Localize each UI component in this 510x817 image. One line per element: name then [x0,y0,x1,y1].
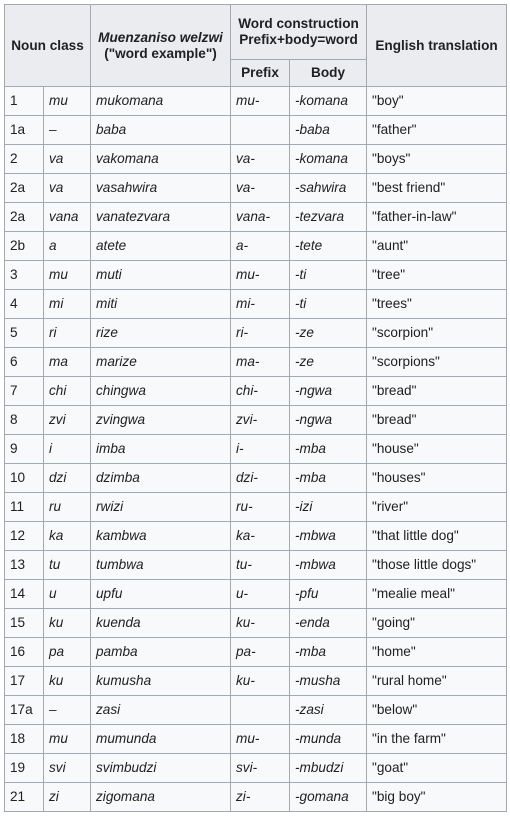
cell-english-translation: "best friend" [367,174,507,203]
cell-noun-class-number: 18 [5,725,44,754]
cell-prefix: i- [231,435,290,464]
cell-prefix: vana- [231,203,290,232]
table-row [5,174,507,203]
header-word-example [91,5,231,87]
table-row [5,783,507,812]
cell-prefix: chi- [231,377,290,406]
cell-word-example: imba [91,435,231,464]
cell-english-translation: "mealie meal" [367,580,507,609]
cell-body: -tezvara [290,203,367,232]
table-row [5,580,507,609]
cell-english-translation: "goat" [367,754,507,783]
cell-word-example: muti [91,261,231,290]
cell-noun-class-number: 5 [5,319,44,348]
cell-noun-class-number: 16 [5,638,44,667]
cell-body: -ti [290,290,367,319]
table-row [5,667,507,696]
cell-english-translation: "boy" [367,87,507,116]
cell-body: -zasi [290,696,367,725]
header-english-translation: English translation [367,5,507,87]
cell-english-translation: "going" [367,609,507,638]
cell-body: -mbwa [290,551,367,580]
cell-prefix: va- [231,145,290,174]
noun-class-table [4,4,507,812]
cell-body: -komana [290,145,367,174]
cell-noun-class-number: 7 [5,377,44,406]
cell-english-translation: "river" [367,493,507,522]
cell-word-example: pamba [91,638,231,667]
table-row [5,435,507,464]
cell-prefix: mi- [231,290,290,319]
cell-noun-class-marker: ku [44,609,91,638]
cell-prefix: zvi- [231,406,290,435]
cell-noun-class-number: 17a [5,696,44,725]
cell-prefix: pa- [231,638,290,667]
cell-word-example: dzimba [91,464,231,493]
cell-english-translation: "tree" [367,261,507,290]
cell-body: -baba [290,116,367,145]
table-row [5,406,507,435]
cell-word-example: zasi [91,696,231,725]
cell-english-translation: "bread" [367,406,507,435]
cell-body: -ze [290,348,367,377]
cell-noun-class-number: 1a [5,116,44,145]
cell-prefix: zi- [231,783,290,812]
table-row [5,145,507,174]
cell-english-translation: "houses" [367,464,507,493]
cell-noun-class-number: 11 [5,493,44,522]
table-row [5,464,507,493]
cell-word-example: miti [91,290,231,319]
cell-noun-class-marker: u [44,580,91,609]
cell-noun-class-number: 8 [5,406,44,435]
cell-body: -pfu [290,580,367,609]
cell-word-example: atete [91,232,231,261]
cell-noun-class-marker: mu [44,261,91,290]
cell-english-translation: "aunt" [367,232,507,261]
cell-body: -izi [290,493,367,522]
cell-noun-class-marker: vana [44,203,91,232]
cell-body: -ti [290,261,367,290]
header-word-construction-formula: Prefix+body=word [239,32,358,47]
table-row [5,87,507,116]
cell-word-example: rize [91,319,231,348]
cell-noun-class-marker: chi [44,377,91,406]
cell-english-translation: "scorpions" [367,348,507,377]
cell-body: -munda [290,725,367,754]
cell-body: -sahwira [290,174,367,203]
cell-body: -mba [290,435,367,464]
cell-word-example: mukomana [91,87,231,116]
cell-noun-class-number: 9 [5,435,44,464]
cell-word-example: vanatezvara [91,203,231,232]
cell-noun-class-number: 2a [5,203,44,232]
table-row [5,116,507,145]
cell-english-translation: "boys" [367,145,507,174]
table-row [5,609,507,638]
cell-noun-class-marker: dzi [44,464,91,493]
cell-noun-class-number: 4 [5,290,44,319]
table-row [5,638,507,667]
cell-noun-class-marker: svi [44,754,91,783]
cell-noun-class-number: 21 [5,783,44,812]
cell-prefix: mu- [231,261,290,290]
table-row [5,551,507,580]
header-noun-class: Noun class [5,5,91,87]
cell-prefix: ma- [231,348,290,377]
table-row [5,725,507,754]
header-body: Body [290,60,367,87]
cell-noun-class-marker: ku [44,667,91,696]
table-row [5,522,507,551]
cell-noun-class-number: 6 [5,348,44,377]
cell-prefix: dzi- [231,464,290,493]
table-row [5,493,507,522]
cell-noun-class-number: 12 [5,522,44,551]
cell-english-translation: "trees" [367,290,507,319]
cell-noun-class-marker: ru [44,493,91,522]
cell-noun-class-marker: a [44,232,91,261]
cell-prefix: ka- [231,522,290,551]
cell-prefix: ku- [231,609,290,638]
cell-noun-class-marker: mi [44,290,91,319]
cell-body: -mba [290,464,367,493]
cell-noun-class-marker: va [44,174,91,203]
cell-noun-class-number: 19 [5,754,44,783]
cell-english-translation: "in the farm" [367,725,507,754]
cell-body: -gomana [290,783,367,812]
cell-word-example: kambwa [91,522,231,551]
cell-english-translation: "scorpion" [367,319,507,348]
cell-noun-class-marker: ri [44,319,91,348]
cell-noun-class-marker: ma [44,348,91,377]
header-word-example-english: ("word example") [104,45,217,61]
table-body [5,87,507,812]
cell-word-example: zvingwa [91,406,231,435]
cell-prefix: svi- [231,754,290,783]
cell-prefix: ku- [231,667,290,696]
cell-noun-class-marker: – [44,696,91,725]
cell-noun-class-number: 2a [5,174,44,203]
cell-word-example: kuenda [91,609,231,638]
table-row [5,348,507,377]
cell-word-example: mumunda [91,725,231,754]
cell-noun-class-marker: pa [44,638,91,667]
table-row [5,319,507,348]
cell-word-example: marize [91,348,231,377]
cell-body: -tete [290,232,367,261]
cell-english-translation: "rural home" [367,667,507,696]
cell-english-translation: "house" [367,435,507,464]
cell-noun-class-number: 14 [5,580,44,609]
cell-body: -mbwa [290,522,367,551]
cell-prefix: va- [231,174,290,203]
cell-noun-class-marker: tu [44,551,91,580]
header-row [5,5,507,60]
table-row [5,754,507,783]
cell-body: -ngwa [290,377,367,406]
cell-noun-class-number: 1 [5,87,44,116]
cell-word-example: baba [91,116,231,145]
header-word-construction-title: Word construction [238,16,359,31]
cell-prefix [231,116,290,145]
table-row [5,203,507,232]
cell-noun-class-marker: i [44,435,91,464]
cell-noun-class-number: 2b [5,232,44,261]
cell-english-translation: "big boy" [367,783,507,812]
cell-body: -ze [290,319,367,348]
cell-word-example: chingwa [91,377,231,406]
cell-word-example: svimbudzi [91,754,231,783]
cell-noun-class-marker: zi [44,783,91,812]
cell-body: -mba [290,638,367,667]
cell-prefix: tu- [231,551,290,580]
cell-prefix: a- [231,232,290,261]
cell-english-translation: "those little dogs" [367,551,507,580]
cell-noun-class-number: 3 [5,261,44,290]
cell-body: -komana [290,87,367,116]
cell-word-example: vasahwira [91,174,231,203]
cell-english-translation: "father" [367,116,507,145]
cell-english-translation: "bread" [367,377,507,406]
table-row [5,290,507,319]
cell-prefix: ri- [231,319,290,348]
cell-word-example: upfu [91,580,231,609]
cell-noun-class-number: 13 [5,551,44,580]
cell-prefix: mu- [231,725,290,754]
cell-noun-class-marker: mu [44,87,91,116]
cell-english-translation: "that little dog" [367,522,507,551]
cell-noun-class-marker: va [44,145,91,174]
cell-word-example: zigomana [91,783,231,812]
cell-body: -ngwa [290,406,367,435]
header-prefix: Prefix [231,60,290,87]
cell-noun-class-marker: – [44,116,91,145]
header-word-example-native: Muenzaniso welzwi [98,29,223,45]
cell-english-translation: "below" [367,696,507,725]
cell-word-example: vakomana [91,145,231,174]
cell-word-example: tumbwa [91,551,231,580]
cell-noun-class-marker: ka [44,522,91,551]
table-row [5,232,507,261]
cell-prefix: mu- [231,87,290,116]
cell-body: -enda [290,609,367,638]
table-row [5,377,507,406]
cell-prefix: u- [231,580,290,609]
table-row [5,696,507,725]
cell-body: -musha [290,667,367,696]
cell-noun-class-marker: zvi [44,406,91,435]
cell-english-translation: "father-in-law" [367,203,507,232]
cell-word-example: rwizi [91,493,231,522]
cell-noun-class-marker: mu [44,725,91,754]
cell-word-example: kumusha [91,667,231,696]
cell-noun-class-number: 17 [5,667,44,696]
cell-noun-class-number: 15 [5,609,44,638]
cell-english-translation: "home" [367,638,507,667]
cell-noun-class-number: 2 [5,145,44,174]
table-row [5,261,507,290]
cell-prefix [231,696,290,725]
cell-prefix: ru- [231,493,290,522]
cell-body: -mbudzi [290,754,367,783]
header-word-construction [231,5,367,60]
cell-noun-class-number: 10 [5,464,44,493]
